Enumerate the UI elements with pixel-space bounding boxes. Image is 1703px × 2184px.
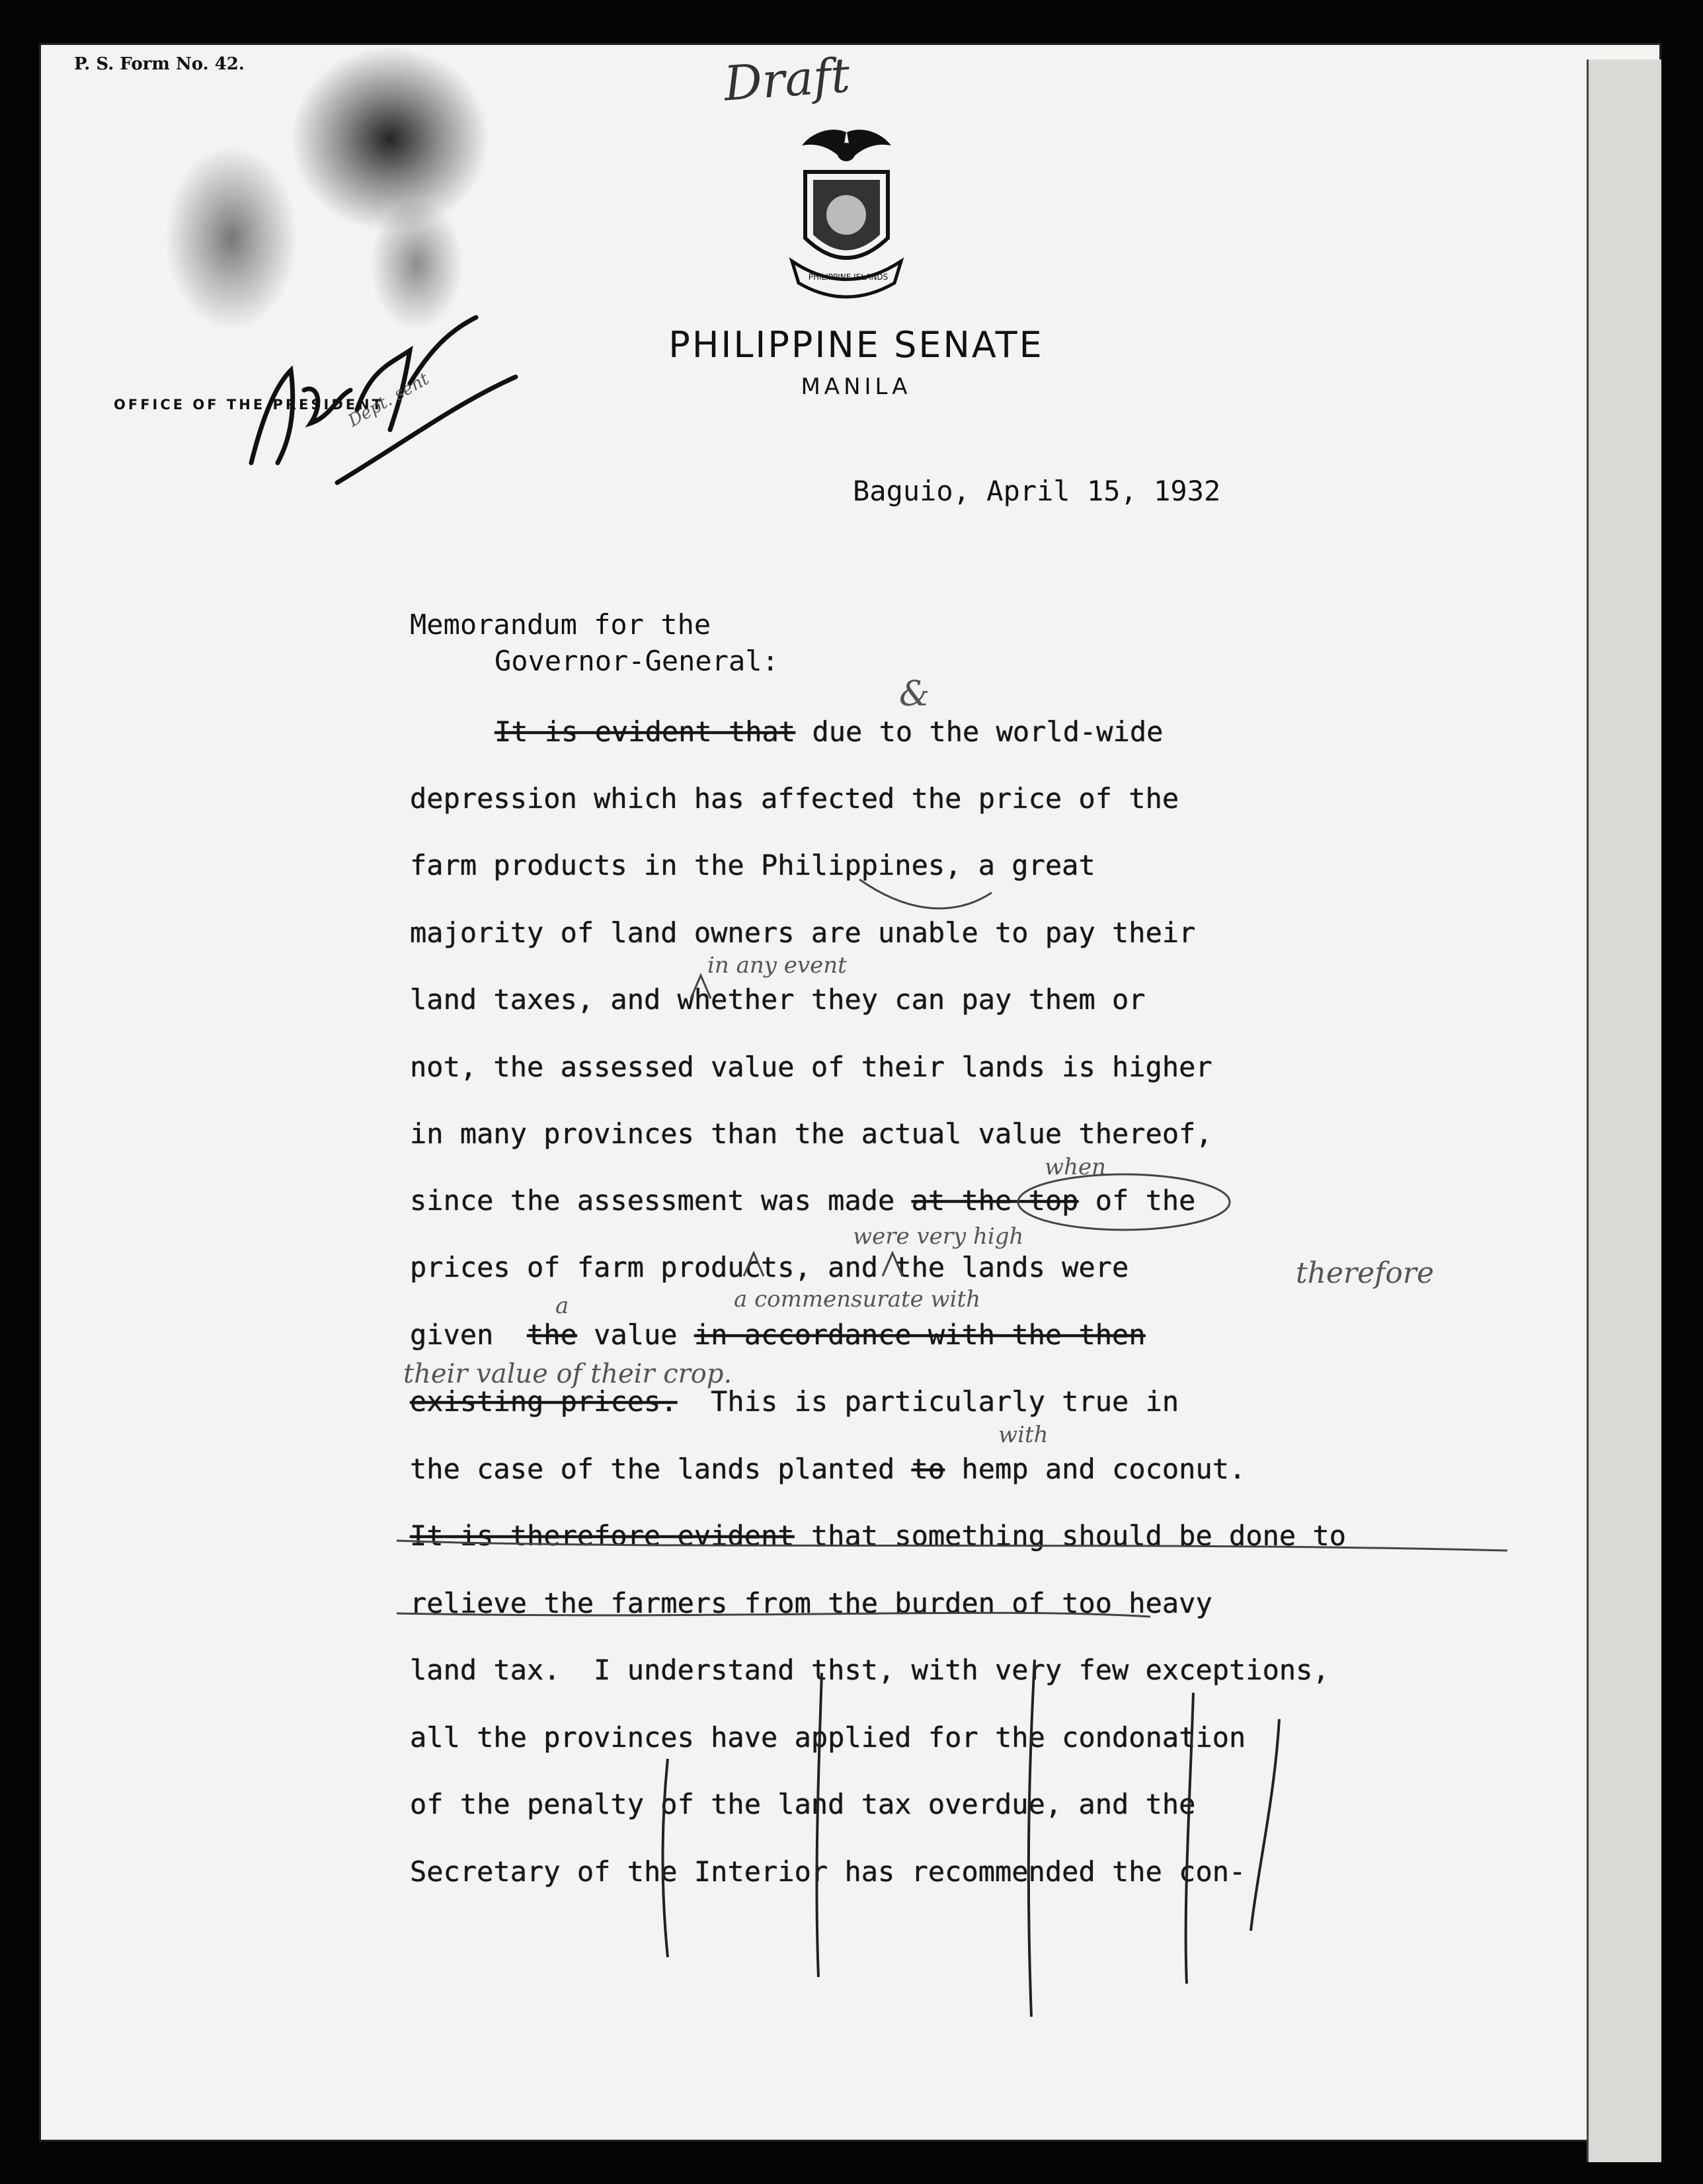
body-text: This is particularly true in: [677, 1385, 1179, 1418]
body-text: due to the world-wide: [795, 715, 1164, 748]
handwritten-with: with: [998, 1422, 1049, 1448]
struck-text: to: [911, 1453, 945, 1485]
handwritten-were-very-high: were very high: [853, 1223, 1024, 1250]
handwritten-ampersand: &: [899, 674, 930, 714]
body-line: all the provinces have applied for the condonation: [410, 1721, 1246, 1754]
addressee-line-1: Memorandum for the: [410, 608, 711, 641]
body-text: given: [410, 1318, 528, 1351]
handwritten-their-value: their value of their crop.: [403, 1359, 733, 1389]
body-line: land taxes, and whether they can pay them or: [410, 983, 1146, 1016]
handwritten-therefore: therefore: [1296, 1256, 1434, 1290]
body-text: hemp and coconut.: [945, 1453, 1246, 1485]
struck-text: existing prices.: [410, 1385, 678, 1418]
body-line: Secretary of the Interior has recommended the con-: [410, 1855, 1246, 1888]
struck-text: It is evident that: [495, 715, 796, 748]
draft-note: Draft: [722, 47, 852, 112]
handwritten-a: a: [555, 1293, 569, 1319]
body-text: that something should be done to: [794, 1519, 1347, 1552]
handwritten-signature: [238, 291, 529, 489]
signature-note: Dept. sent: [344, 369, 433, 431]
body-line: in many provinces than the actual value thereof,: [410, 1117, 1212, 1150]
struck-text: the: [527, 1318, 577, 1351]
body-line: not, the assessed value of their lands is higher: [410, 1051, 1212, 1083]
body-line: [410, 1453, 1246, 1485]
handwritten-when: when: [1045, 1154, 1107, 1180]
body-line: [495, 715, 1163, 748]
body-line: prices of farm products, and the lands were: [410, 1251, 1129, 1283]
body-line: [410, 1519, 1346, 1552]
body-text: value: [576, 1318, 694, 1351]
office-label: OFFICE OF THE PRESIDENT: [114, 397, 385, 413]
body-line: land tax. I understand thst, with very few exceptions,: [410, 1654, 1329, 1686]
handwritten-in-any-event: in any event: [707, 952, 847, 979]
body-line: [410, 1184, 1195, 1217]
handwritten-commensurate-with: a commensurate with: [734, 1286, 981, 1313]
struck-text: at the top: [911, 1184, 1079, 1217]
letterhead-city: MANILA: [801, 374, 912, 400]
struck-text: It is therefore evident: [410, 1519, 795, 1552]
memo-date: Baguio, April 15, 1932: [853, 475, 1221, 507]
underlying-page-edge: [1587, 60, 1661, 2162]
body-line: [410, 1385, 1179, 1418]
form-number: P. S. Form No. 42.: [74, 54, 245, 74]
body-line: [410, 1318, 1146, 1351]
struck-text: in accordance with the then: [693, 1318, 1146, 1351]
body-text: the case of the lands planted: [410, 1453, 912, 1485]
letterhead-title: PHILIPPINE SENATE: [668, 324, 1044, 366]
body-line: majority of land owners are unable to pay their: [410, 916, 1196, 949]
body-text: of the: [1078, 1184, 1196, 1217]
body-line: of the penalty of the land tax overdue, and the: [410, 1788, 1196, 1820]
body-text: since the assessment was made: [410, 1184, 912, 1217]
addressee-line-2: Governor-General:: [495, 645, 779, 677]
body-line: farm products in the Philippines, a great: [410, 849, 1095, 881]
ink-smudge: [291, 46, 489, 231]
body-line: relieve the farmers from the burden of too heavy: [410, 1587, 1212, 1619]
body-line: depression which has affected the price of the: [410, 782, 1179, 815]
seal-ribbon-text: PHILIPPINE ISLANDS: [808, 272, 889, 282]
